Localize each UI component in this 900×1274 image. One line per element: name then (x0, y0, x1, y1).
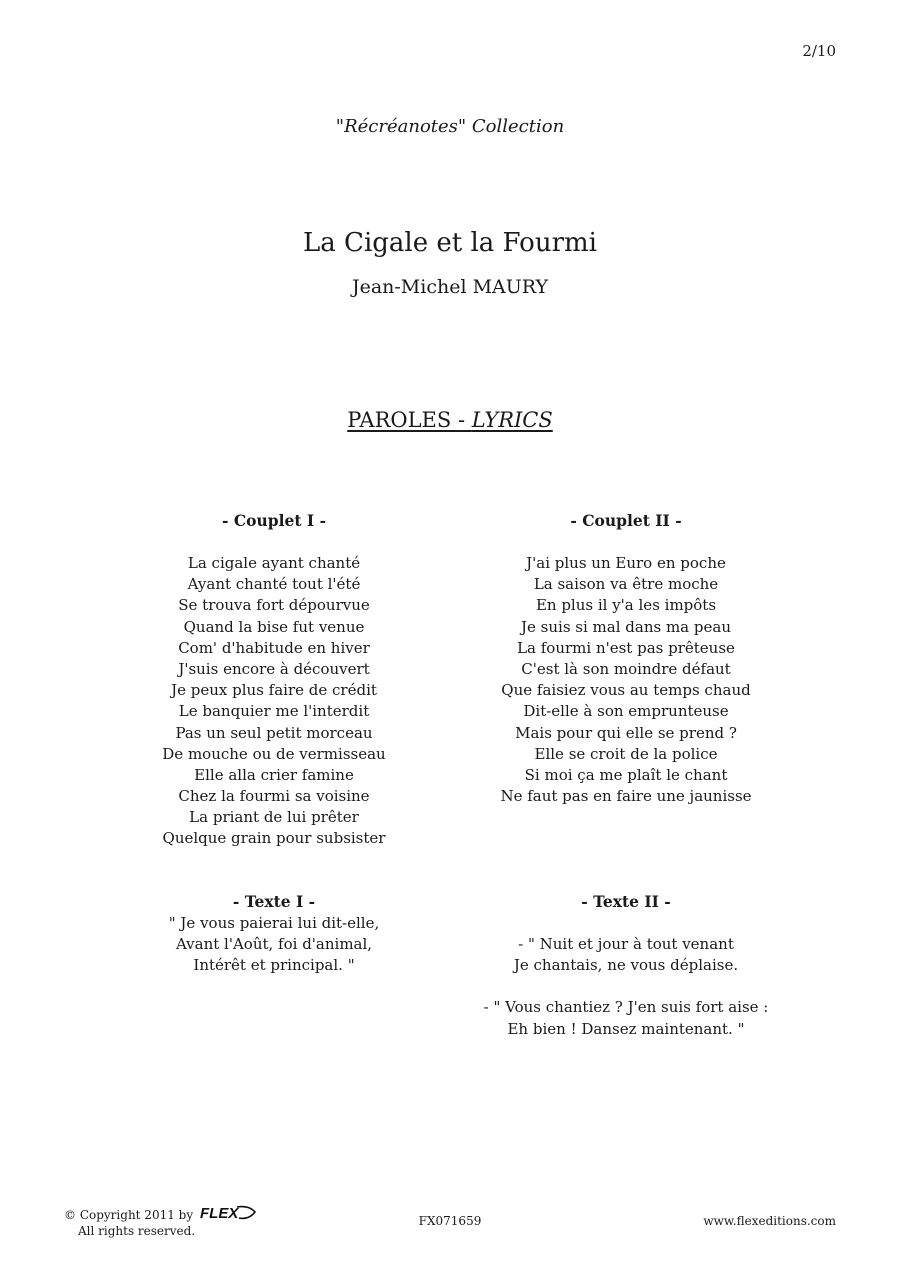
lyric-line: Se trouva fort dépourvue (178, 596, 370, 615)
couplet-1-heading: - Couplet I - (222, 511, 326, 530)
composer-name: Jean-Michel MAURY (351, 276, 549, 298)
lyric-line: Je suis si mal dans ma peau (521, 617, 731, 636)
couplet-2-heading: - Couplet II - (570, 511, 682, 530)
texte-2-lines-a (476, 934, 776, 976)
texte-2 (476, 891, 776, 1040)
lyrics-heading-fr: PAROLES - (347, 408, 472, 432)
collection-name: "Récréanotes" Collection (335, 116, 565, 137)
lyric-line: C'est là son moindre défaut (521, 659, 731, 678)
text-line: Eh bien ! Dansez maintenant. " (507, 1019, 745, 1038)
text-line: " Je vous paierai lui dit-elle, (168, 914, 380, 932)
lyrics-heading (0, 408, 900, 432)
lyric-line: J'suis encore à découvert (178, 659, 370, 678)
lyric-line: La saison va être moche (533, 575, 719, 594)
texte-1 (124, 891, 424, 977)
lyric-line: J'ai plus un Euro en poche (526, 554, 726, 572)
text-line: Avant l'Août, foi d'animal, (175, 935, 373, 954)
texte-1-lines (124, 913, 424, 977)
lyric-line: Quelque grain pour subsister (162, 829, 386, 848)
couplet-1-lines (124, 553, 424, 850)
website-url: www.flexeditions.com (703, 1214, 836, 1228)
lyric-line: Le banquier me l'interdit (178, 702, 370, 721)
lyric-line: Dit-elle à son emprunteuse (523, 702, 729, 721)
text-line: Je chantais, ne vous déplaise. (513, 956, 739, 975)
lyric-line: Ne faut pas en faire une jaunisse (500, 787, 752, 806)
lyric-line: Mais pour qui elle se prend ? (515, 723, 737, 742)
lyric-line: Je peux plus faire de crédit (171, 681, 377, 700)
lyric-line: Si moi ça me plaît le chant (524, 765, 728, 784)
lyric-line: Elle alla crier famine (194, 765, 354, 784)
lyric-line: La priant de lui prêter (189, 808, 359, 827)
lyric-line: Elle se croit de la police (534, 744, 718, 763)
lyric-line: La fourmi n'est pas prêteuse (517, 638, 735, 657)
page-number: 2/10 (802, 42, 836, 60)
flex-logo-text: FLEX (199, 1205, 239, 1222)
lyric-line: De mouche ou de vermisseau (162, 744, 386, 763)
lyric-line: Pas un seul petit morceau (175, 723, 373, 742)
couplet-2 (476, 510, 776, 807)
couplet-2-lines (476, 553, 776, 807)
lyric-line: Quand la bise fut venue (183, 617, 365, 636)
lyric-line: Chez la fourmi sa voisine (178, 787, 370, 806)
text-line: Intérêt et principal. " (193, 956, 355, 975)
texte-2-lines-b (476, 997, 776, 1039)
couplet-1 (124, 510, 424, 850)
lyric-line: En plus il y'a les impôts (535, 596, 717, 615)
texte-2-heading: - Texte II - (581, 892, 671, 911)
piece-title: La Cigale et la Fourmi (303, 228, 597, 258)
copyright-text: © Copyright 2011 by (64, 1208, 194, 1222)
catalog-code: FX071659 (418, 1214, 482, 1228)
text-line: - " Nuit et jour à tout venant (518, 935, 734, 953)
text-line: - " Vous chantiez ? J'en suis fort aise : (483, 998, 769, 1017)
lyrics-heading-en: LYRICS (471, 408, 553, 432)
lyric-line: La cigale ayant chanté (187, 554, 361, 572)
lyric-line: Ayant chanté tout l'été (187, 575, 361, 594)
lyric-line: Que faisiez vous au temps chaud (501, 681, 751, 700)
lyric-line: Com' d'habitude en hiver (178, 638, 370, 657)
texte-1-heading: - Texte I - (232, 892, 316, 911)
rights-text: All rights reserved. (78, 1224, 196, 1238)
